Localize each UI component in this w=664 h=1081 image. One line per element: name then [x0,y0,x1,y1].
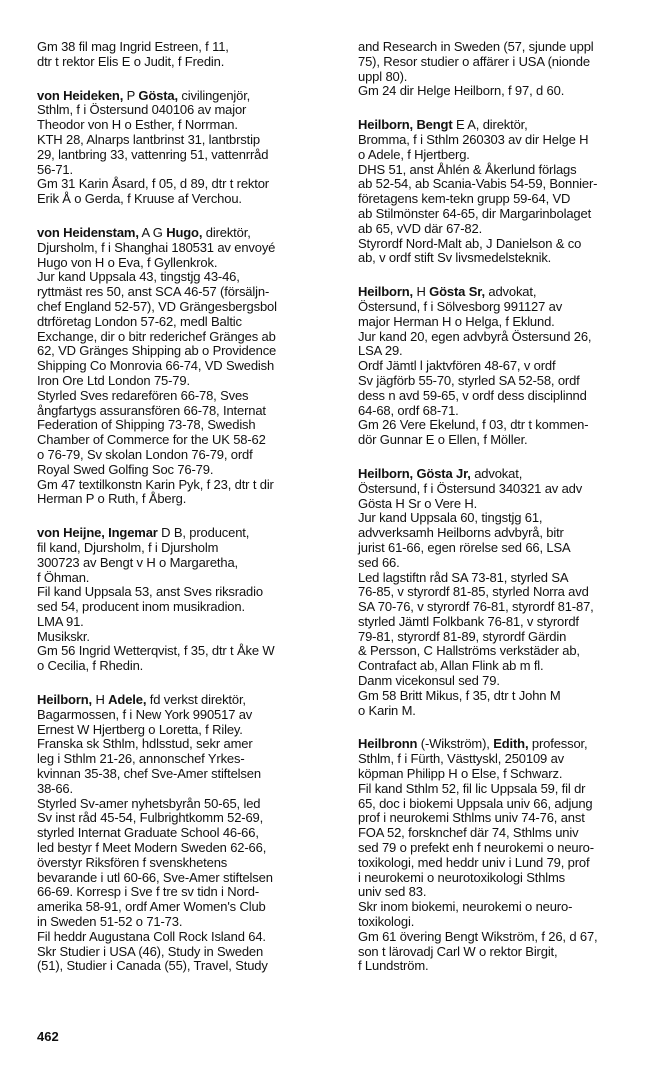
entry-line: Led lagstiftn råd SA 73-81, styrled SA [358,569,569,585]
entry-line: 64-68, ordf 68-71. [358,402,459,418]
entry-name: von Heidenstam, [37,224,139,240]
entry-line: ab 52-54, ab Scania-Vabis 54-59, Bonnier- [358,176,598,192]
entry-line: SA 70-76, v styrordf 76-81, styrordf 81-87, [358,599,594,615]
entry-line: Contrafact ab, Allan Flink ab m fl. [358,658,544,674]
entry-line: LMA 91. [37,613,84,629]
entry-line: fil kand, Djursholm, f i Djursholm [37,539,219,555]
entry-line: Iron Ore Ltd London 75-79. [37,372,190,388]
biography-entry [37,526,337,674]
biography-entry [37,693,337,974]
entry-line: Ordf Jämtl l jaktvfören 48-67, v ordf [358,358,556,374]
entry-line: Styrordf Nord-Malt ab, J Danielson & co [358,235,582,251]
right-column [358,40,658,993]
entry-given-name: Adele, [108,692,147,708]
entry-line: amerika 58-91, ordf Amer Women's Club [37,899,266,915]
entry-line: Exchange, dir o bitr rederichef Gränges ab [37,328,276,344]
entry-initials: H [413,284,430,300]
entry-line: Gm 24 dir Helge Heilborn, f 97, d 60. [358,83,565,99]
entry-line: Gm 31 Karin Åsard, f 05, d 89, dtr t rektor [37,176,269,192]
entry-line: dör Gunnar E o Ellen, f Möller. [358,432,528,448]
entry-line: Djursholm, f i Shanghai 180531 av envoyé [37,239,276,255]
entry-line: Skr Studier i USA (46), Study in Sweden [37,943,264,959]
entry-line: chef England 52-57), VD Grängesbergsbol [37,298,277,314]
entry-name: Heilborn, Gösta Jr, [358,465,471,481]
entry-heading [358,285,658,300]
entry-title: professor, [528,736,588,752]
entry-line: företagens kem-tekn grupp 59-64, VD [358,191,571,207]
entry-line: Sthlm, f i Fürth, Västtyskl, 250109 av [358,751,565,767]
entry-line: Royal Swed Golfing Soc 76-79. [37,461,214,477]
entry-line: Ernest W Hjertberg o Loretta, f Riley. [37,721,243,737]
entry-line: 300723 av Bengt v H o Margaretha, [37,554,239,570]
entry-line: Bromma, f i Sthlm 260303 av dir Helge H [358,131,589,147]
biography-entry [37,89,337,207]
entry-line: Skr inom biokemi, neurokemi o neuro- [358,899,573,915]
entry-line: o Cecilia, f Rhedin. [37,658,144,674]
entry-given-name: Edith, [493,736,529,752]
entry-line: Franska sk Sthlm, hdlsstud, sekr amer [37,736,253,752]
entry-line: ryttmäst res 50, anst SCA 46-57 (försäljn- [37,284,270,300]
entry-heading [37,89,337,104]
entry-line: ab 65, vVD där 67-82. [358,220,483,236]
entry-line: major Herman H o Helga, f Eklund. [358,313,555,329]
biography-entry [358,118,658,266]
entry-line: uppl 80). [358,68,408,84]
entry-line: sed 54, producent inom musikradion. [37,599,245,615]
entry-line: Herman P o Ruth, f Åberg. [37,491,187,507]
entry-line: 66-69. Korresp i Sve f tre sv tidn i Nord- [37,884,260,900]
entry-line: dtr t rektor Elis E o Judit, f Fredin. [37,53,225,69]
entry-line: 29, lantbring 33, vattenring 51, vattenrråd [37,146,269,162]
entry-line: in Sweden 51-52 o 71-73. [37,914,183,930]
left-column [37,40,337,993]
entry-line: Sv inst råd 45-54, Fulbrightkomm 52-69, [37,810,264,826]
entry-title: direktör, [202,224,251,240]
entry-line: o Adele, f Hjertberg. [358,146,470,162]
entry-line: Fil heddr Augustana Coll Rock Island 64. [37,928,266,944]
entry-line: (51), Studier i Canada (55), Travel, Study [37,958,268,974]
entry-line: ångfartygs assuransfören 66-78, Internat [37,402,266,418]
biography-entry [37,226,337,507]
entry-line: leg i Sthlm 21-26, annonschef Yrkes- [37,751,245,767]
entry-line: Gösta H Sr o Vere H. [358,495,478,511]
entry-line: dtrföretag London 57-62, medl Baltic [37,313,242,329]
entry-line: sed 79 o prefekt enh f neurokemi o neuro- [358,840,594,856]
entry-line: toxikologi, med heddr univ i Lund 79, prof [358,854,590,870]
entry-line: ab, v ordf stift Sv livsmedelsteknik. [358,250,552,266]
biography-entry [37,40,337,70]
entry-line: Gm 58 Britt Mikus, f 35, dtr t John M [358,687,561,703]
entry-line: Sthlm, f i Östersund 040106 av major [37,102,247,118]
entry-line: o 76-79, Sv skolan London 76-79, ordf [37,446,253,462]
entry-line: 79-81, styrordf 81-89, styrordf Gärdin [358,628,567,644]
entry-line: o Karin M. [358,702,416,718]
entry-heading [358,737,658,752]
entry-name: Heilborn, [358,284,413,300]
entry-line: univ sed 83. [358,884,427,900]
entry-line: advverksamh Heilborns advbyrå, bitr [358,525,564,541]
entry-line: köpman Philipp H o Else, f Schwarz. [358,766,563,782]
entry-heading [358,467,658,482]
entry-line: Jur kand 20, egen advbyrå Östersund 26, [358,328,592,344]
entry-line: Theodor von H o Esther, f Norrman. [37,117,238,133]
entry-given-name: Gösta, [138,87,178,103]
entry-title: D B, producent, [157,525,250,541]
page-number: 462 [37,1029,59,1044]
entry-line: Gm 47 textilkonstn Karin Pyk, f 23, dtr t dir [37,476,274,492]
entry-heading [37,693,337,708]
entry-line: 65, doc i biokemi Uppsala univ 66, adjung [358,795,593,811]
entry-title: advokat, [484,284,537,300]
entry-initials: (-Wikström), [417,736,494,752]
entry-line: styrled Internat Graduate School 46-66, [37,825,259,841]
entry-line: kvinnan 35-38, chef Sve-Amer stiftelsen [37,766,261,782]
entry-title: E A, direktör, [452,117,528,133]
entry-name: von Heideken, [37,87,124,103]
entry-line: and Research in Sweden (57, sjunde uppl [358,39,594,54]
entry-line: son t lärovadj Carl W o rektor Birgit, [358,943,558,959]
entry-line: 75), Resor studier o affärer i USA (nionde [358,53,590,69]
entry-line: dess n avd 59-65, v ordf dess disciplinnd [358,387,587,403]
entry-line: Shipping Co Monrovia 66-74, VD Swedish [37,358,275,374]
entry-line: & Persson, C Hallströms verkstäder ab, [358,643,580,659]
entry-line: Gm 61 övering Bengt Wikström, f 26, d 67, [358,928,598,944]
entry-line: Styrled Sv-amer nyhetsbyrån 50-65, led [37,795,261,811]
entry-heading [37,526,337,541]
entry-line: Chamber of Commerce for the UK 58-62 [37,432,266,448]
entry-name: Heilbronn [358,736,418,752]
entry-line: Fil kand Uppsala 53, anst Sves riksradio [37,584,263,600]
entry-line: styrled Jämtl Folkbank 76-81, v styrordf [358,613,579,629]
entry-line: Musikskr. [37,628,90,644]
entry-line: Styrled Sves redarefören 66-78, Sves [37,387,249,403]
entry-title: civilingenjör, [177,87,251,103]
entry-line: Östersund, f i Östersund 340321 av adv [358,480,583,496]
entry-line: FOA 52, forsknchef där 74, Sthlms univ [358,825,579,841]
entry-line: 56-71. [37,161,73,177]
entry-name: Heilborn, Bengt [358,117,453,133]
entry-initials: A G [138,224,167,240]
entry-line: Erik Å o Gerda, f Kruuse af Verchou. [37,191,242,207]
entry-line: toxikologi. [358,914,415,930]
entry-line: Gm 56 Ingrid Wetterqvist, f 35, dtr t Åke W [37,643,275,659]
entry-line: sed 66. [358,554,400,570]
entry-initials: H [92,692,109,708]
entry-line: DHS 51, anst Åhlén & Åkerlund förlags [358,161,577,177]
biography-entry [358,467,658,719]
entry-line: Federation of Shipping 73-78, Swedish [37,417,256,433]
biography-entry [358,737,658,974]
entry-line: Sv jägförb 55-70, styrled SA 52-58, ordf [358,372,580,388]
entry-line: LSA 29. [358,343,403,359]
entry-initials: P [123,87,139,103]
entry-line: f Öhman. [37,569,90,585]
entry-line: Hugo von H o Eva, f Gyllenkrok. [37,254,218,270]
entry-line: Gm 38 fil mag Ingrid Estreen, f 11, [37,39,229,54]
entry-line: Bagarmossen, f i New York 990517 av [37,706,253,722]
entry-line: led bestyr f Meet Modern Sweden 62-66, [37,840,267,856]
entry-line: Gm 26 Vere Ekelund, f 03, dtr t kommen- [358,417,589,433]
entry-heading [37,226,337,241]
entry-line: KTH 28, Alnarps lantbrinst 31, lantbrstip [37,131,260,147]
entry-given-name: Gösta Sr, [429,284,485,300]
entry-line: Danm vicekonsul sed 79. [358,673,500,689]
entry-line: 76-85, v styrordf 81-85, styrled Norra avd [358,584,589,600]
entry-heading [358,118,658,133]
entry-line: 62, VD Gränges Shipping ab o Providence [37,343,277,359]
entry-line: 38-66. [37,780,73,796]
entry-line: ab Stilmönster 64-65, dir Margarinbolaget [358,205,592,221]
entry-line: jurist 61-66, egen rörelse sed 66, LSA [358,539,571,555]
entry-name: von Heijne, Ingemar [37,525,158,541]
entry-line: f Lundström. [358,958,429,974]
entry-title: advokat, [470,465,523,481]
biography-entry [358,285,658,448]
entry-given-name: Hugo, [166,224,203,240]
entry-line: bevarande i utl 60-66, Sve-Amer stiftelsen [37,869,273,885]
entry-line: Östersund, f i Sölvesborg 991127 av [358,298,563,314]
entry-line: Jur kand Uppsala 43, tingstjg 43-46, [37,269,240,285]
biography-entry [358,40,658,99]
entry-line: i neurokemi o neurotoxikologi Sthlms [358,869,566,885]
entry-line: överstyr Riksfören f svenskhetens [37,854,228,870]
entry-line: prof i neurokemi Sthlms univ 74-76, anst [358,810,585,826]
entry-line: Fil kand Sthlm 52, fil lic Uppsala 59, fil dr [358,780,586,796]
entry-title: fd verkst direktör, [146,692,246,708]
entry-line: Jur kand Uppsala 60, tingstjg 61, [358,510,543,526]
entry-name: Heilborn, [37,692,92,708]
